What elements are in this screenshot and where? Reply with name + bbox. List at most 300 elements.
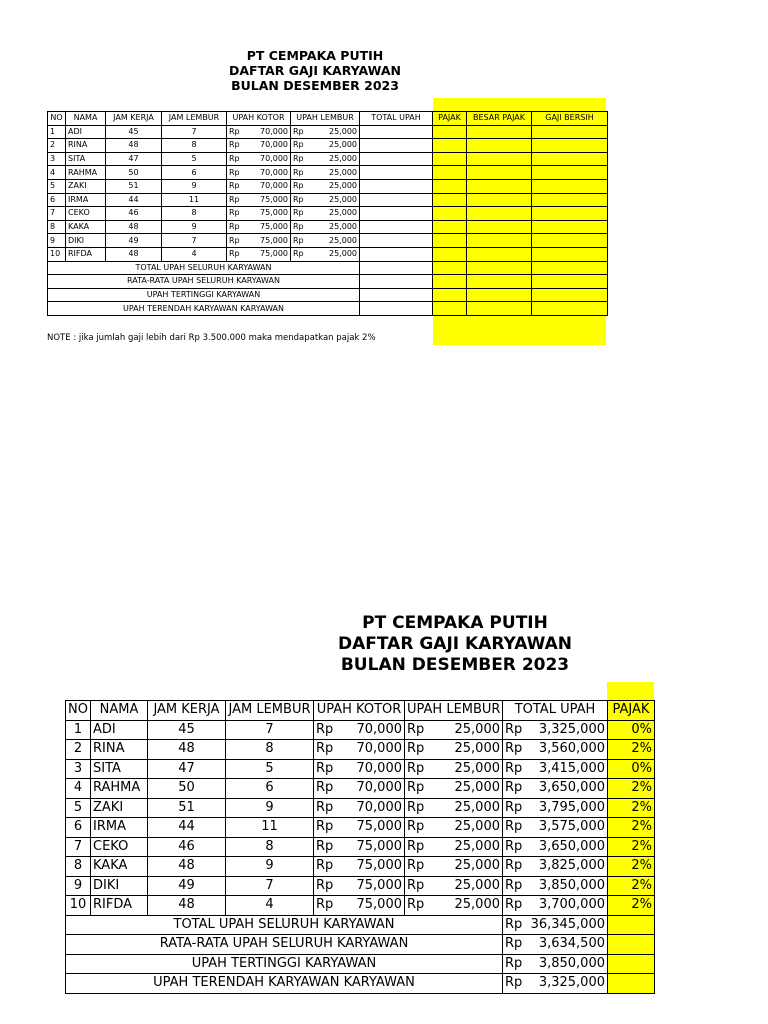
- currency-label: Rp: [293, 126, 304, 136]
- cell-jam-kerja[interactable]: 50: [106, 166, 162, 180]
- cell-total-upah[interactable]: [503, 759, 608, 779]
- cell-upah-lembur[interactable]: [291, 152, 360, 166]
- sheet2-header-row: [66, 701, 655, 721]
- cell-no[interactable]: 3: [48, 152, 66, 166]
- cell-jam-lembur[interactable]: 8: [226, 837, 314, 857]
- cell-upah-kotor[interactable]: [227, 139, 291, 153]
- cell-gaji-bersih[interactable]: [532, 179, 608, 193]
- cell-jam-lembur[interactable]: 9: [162, 179, 227, 193]
- cell-nama[interactable]: DIKI: [66, 234, 106, 248]
- cell-jam-kerja[interactable]: 45: [106, 125, 162, 139]
- cell-upah-kotor[interactable]: [227, 193, 291, 207]
- cell-upah-kotor[interactable]: [227, 152, 291, 166]
- cell-besar-pajak[interactable]: [467, 247, 532, 261]
- cell-total-upah[interactable]: [360, 193, 433, 207]
- cell-gaji-bersih[interactable]: [532, 261, 608, 275]
- cell-upah-lembur[interactable]: [291, 220, 360, 234]
- currency-label: Rp: [229, 194, 240, 204]
- cell-nama[interactable]: DIKI: [91, 876, 148, 896]
- cell-upah-lembur-value: 25,000: [454, 780, 500, 796]
- cell-total-upah[interactable]: [360, 234, 433, 248]
- cell-jam-kerja[interactable]: 47: [106, 152, 162, 166]
- currency-label: Rp: [229, 208, 240, 218]
- cell-upah-kotor[interactable]: [314, 837, 405, 857]
- cell-jam-lembur[interactable]: 6: [162, 166, 227, 180]
- cell-upah-lembur-value: 25,000: [454, 760, 500, 776]
- cell-upah-kotor-value: 75,000: [260, 249, 288, 259]
- cell-total-upah[interactable]: [503, 896, 608, 916]
- header-total-upah: TOTAL UPAH: [360, 112, 433, 126]
- cell-pajak[interactable]: 0%: [608, 759, 655, 779]
- summary-label[interactable]: UPAH TERENDAH KARYAWAN KARYAWAN: [48, 302, 360, 316]
- sheet1-salary-table: [47, 111, 608, 316]
- summary-value[interactable]: [360, 288, 433, 302]
- cell-jam-kerja[interactable]: 46: [148, 837, 226, 857]
- cell-jam-lembur[interactable]: 8: [162, 207, 227, 221]
- cell-no[interactable]: 4: [48, 166, 66, 180]
- cell-jam-kerja[interactable]: 48: [148, 740, 226, 760]
- cell-upah-lembur-value: 25,000: [454, 799, 500, 815]
- currency-label: Rp: [407, 741, 425, 757]
- cell-besar-pajak[interactable]: [467, 139, 532, 153]
- cell-upah-lembur[interactable]: [405, 837, 503, 857]
- cell-upah-kotor[interactable]: [314, 857, 405, 877]
- cell-pajak[interactable]: [433, 261, 467, 275]
- cell-upah-lembur[interactable]: [291, 125, 360, 139]
- cell-pajak[interactable]: [433, 152, 467, 166]
- cell-no[interactable]: 8: [48, 220, 66, 234]
- cell-upah-lembur[interactable]: [405, 798, 503, 818]
- cell-pajak[interactable]: [433, 247, 467, 261]
- cell-pajak[interactable]: 2%: [608, 857, 655, 877]
- cell-pajak[interactable]: [608, 954, 655, 974]
- cell-total-upah[interactable]: [503, 857, 608, 877]
- cell-total-upah-value: 3,825,000: [538, 858, 605, 874]
- cell-total-upah[interactable]: [503, 818, 608, 838]
- cell-upah-kotor[interactable]: [227, 179, 291, 193]
- cell-upah-kotor[interactable]: [227, 220, 291, 234]
- cell-upah-lembur[interactable]: [405, 857, 503, 877]
- cell-total-upah[interactable]: [503, 720, 608, 740]
- cell-jam-lembur[interactable]: 6: [226, 779, 314, 799]
- cell-upah-kotor[interactable]: [314, 818, 405, 838]
- cell-jam-kerja[interactable]: 49: [148, 876, 226, 896]
- cell-pajak[interactable]: [433, 179, 467, 193]
- cell-no[interactable]: 1: [66, 720, 91, 740]
- cell-no[interactable]: 3: [66, 759, 91, 779]
- cell-upah-kotor-value: 70,000: [356, 721, 402, 737]
- company-name: PT CEMPAKA PUTIH: [246, 48, 384, 63]
- cell-pajak[interactable]: [608, 935, 655, 955]
- cell-pajak[interactable]: [433, 275, 467, 289]
- cell-pajak[interactable]: 2%: [608, 818, 655, 838]
- table-row: [48, 207, 608, 221]
- table-row: [48, 179, 608, 193]
- currency-label: Rp: [316, 760, 334, 776]
- cell-total-upah-value: 3,650,000: [538, 838, 605, 854]
- cell-pajak[interactable]: [433, 207, 467, 221]
- table-row: [66, 798, 655, 818]
- cell-gaji-bersih[interactable]: [532, 207, 608, 221]
- cell-jam-kerja[interactable]: 48: [106, 139, 162, 153]
- cell-upah-kotor[interactable]: [314, 896, 405, 916]
- currency-label: Rp: [407, 858, 425, 874]
- currency-label: Rp: [293, 194, 304, 204]
- cell-nama[interactable]: KAKA: [91, 857, 148, 877]
- cell-besar-pajak[interactable]: [467, 166, 532, 180]
- currency-label: Rp: [316, 877, 334, 893]
- cell-total-upah-value: 3,850,000: [538, 877, 605, 893]
- summary-label[interactable]: TOTAL UPAH SELURUH KARYAWAN: [66, 915, 503, 935]
- cell-nama[interactable]: IRMA: [66, 193, 106, 207]
- cell-jam-kerja[interactable]: 50: [148, 779, 226, 799]
- header-nama: NAMA: [66, 112, 106, 126]
- cell-nama[interactable]: CEKO: [66, 207, 106, 221]
- cell-pajak[interactable]: [433, 125, 467, 139]
- cell-jam-lembur[interactable]: 7: [162, 125, 227, 139]
- cell-upah-kotor[interactable]: [227, 207, 291, 221]
- cell-upah-kotor-value: 70,000: [356, 741, 402, 757]
- cell-no[interactable]: 6: [48, 193, 66, 207]
- cell-no[interactable]: 8: [66, 857, 91, 877]
- cell-no[interactable]: 6: [66, 818, 91, 838]
- cell-jam-lembur[interactable]: 7: [226, 876, 314, 896]
- cell-besar-pajak[interactable]: [467, 152, 532, 166]
- cell-besar-pajak[interactable]: [467, 207, 532, 221]
- cell-total-upah[interactable]: [360, 166, 433, 180]
- document-subtitle: DAFTAR GAJI KARYAWAN: [228, 63, 401, 78]
- cell-besar-pajak[interactable]: [467, 193, 532, 207]
- cell-jam-kerja[interactable]: 46: [106, 207, 162, 221]
- cell-pajak[interactable]: [608, 915, 655, 935]
- cell-jam-lembur[interactable]: 11: [226, 818, 314, 838]
- currency-label: Rp: [505, 838, 523, 854]
- cell-pajak[interactable]: 2%: [608, 779, 655, 799]
- cell-upah-lembur[interactable]: [405, 759, 503, 779]
- cell-jam-kerja[interactable]: 51: [106, 179, 162, 193]
- cell-pajak[interactable]: [433, 193, 467, 207]
- summary-label[interactable]: RATA-RATA UPAH SELURUH KARYAWAN: [48, 275, 360, 289]
- summary-value-value: 36,345,000: [530, 916, 605, 932]
- cell-jam-lembur[interactable]: 9: [162, 220, 227, 234]
- cell-gaji-bersih[interactable]: [532, 247, 608, 261]
- cell-total-upah[interactable]: [503, 876, 608, 896]
- cell-no[interactable]: 1: [48, 125, 66, 139]
- cell-upah-lembur[interactable]: [291, 193, 360, 207]
- cell-upah-lembur[interactable]: [291, 234, 360, 248]
- cell-jam-kerja[interactable]: 48: [148, 857, 226, 877]
- cell-total-upah-value: 3,325,000: [538, 721, 605, 737]
- table-row: [66, 857, 655, 877]
- cell-upah-kotor-value: 70,000: [356, 780, 402, 796]
- cell-pajak[interactable]: [433, 166, 467, 180]
- currency-label: Rp: [229, 249, 240, 259]
- cell-jam-kerja[interactable]: 49: [106, 234, 162, 248]
- cell-pajak[interactable]: [433, 139, 467, 153]
- cell-pajak[interactable]: [433, 288, 467, 302]
- cell-no[interactable]: 10: [66, 896, 91, 916]
- currency-label: Rp: [229, 167, 240, 177]
- currency-label: Rp: [293, 222, 304, 232]
- cell-upah-lembur[interactable]: [405, 818, 503, 838]
- cell-gaji-bersih[interactable]: [532, 152, 608, 166]
- currency-label: Rp: [407, 877, 425, 893]
- cell-upah-lembur-value: 25,000: [329, 208, 357, 218]
- cell-besar-pajak[interactable]: [467, 125, 532, 139]
- sheet1-title: [200, 48, 430, 93]
- cell-upah-lembur[interactable]: [405, 876, 503, 896]
- cell-upah-kotor[interactable]: [314, 759, 405, 779]
- cell-no[interactable]: 5: [66, 798, 91, 818]
- cell-jam-lembur[interactable]: 5: [226, 759, 314, 779]
- header-no: NO: [48, 112, 66, 126]
- cell-nama[interactable]: RINA: [91, 740, 148, 760]
- cell-upah-kotor[interactable]: [314, 876, 405, 896]
- summary-label[interactable]: UPAH TERENDAH KARYAWAN KARYAWAN: [66, 974, 503, 994]
- cell-upah-kotor[interactable]: [314, 798, 405, 818]
- cell-upah-kotor[interactable]: [227, 247, 291, 261]
- cell-nama[interactable]: KAKA: [66, 220, 106, 234]
- cell-pajak[interactable]: 2%: [608, 896, 655, 916]
- cell-total-upah[interactable]: [503, 798, 608, 818]
- currency-label: Rp: [229, 181, 240, 191]
- sheet2-salary-table: [65, 700, 655, 994]
- summary-label[interactable]: RATA-RATA UPAH SELURUH KARYAWAN: [66, 935, 503, 955]
- cell-jam-kerja[interactable]: 44: [106, 193, 162, 207]
- cell-jam-lembur[interactable]: 11: [162, 193, 227, 207]
- cell-total-upah[interactable]: [360, 125, 433, 139]
- currency-label: Rp: [229, 154, 240, 164]
- cell-jam-lembur[interactable]: 4: [162, 247, 227, 261]
- summary-label[interactable]: UPAH TERTINGGI KARYAWAN: [48, 288, 360, 302]
- cell-no[interactable]: 5: [48, 179, 66, 193]
- cell-jam-kerja[interactable]: 44: [148, 818, 226, 838]
- cell-total-upah-value: 3,415,000: [538, 760, 605, 776]
- cell-jam-kerja[interactable]: 48: [106, 247, 162, 261]
- cell-pajak[interactable]: [608, 974, 655, 994]
- cell-jam-kerja[interactable]: 51: [148, 798, 226, 818]
- cell-besar-pajak[interactable]: [467, 179, 532, 193]
- cell-nama[interactable]: IRMA: [91, 818, 148, 838]
- cell-upah-kotor-value: 75,000: [260, 222, 288, 232]
- cell-upah-kotor[interactable]: [227, 234, 291, 248]
- currency-label: Rp: [407, 819, 425, 835]
- currency-label: Rp: [229, 235, 240, 245]
- document-subtitle: DAFTAR GAJI KARYAWAN: [338, 634, 572, 654]
- currency-label: Rp: [316, 897, 334, 913]
- cell-gaji-bersih[interactable]: [532, 193, 608, 207]
- cell-no[interactable]: 2: [48, 139, 66, 153]
- cell-jam-lembur[interactable]: 7: [162, 234, 227, 248]
- cell-total-upah[interactable]: [503, 779, 608, 799]
- cell-gaji-bersih[interactable]: [532, 139, 608, 153]
- cell-besar-pajak[interactable]: [467, 288, 532, 302]
- cell-upah-kotor[interactable]: [314, 779, 405, 799]
- cell-upah-lembur-value: 25,000: [454, 721, 500, 737]
- cell-nama[interactable]: RAHMA: [66, 166, 106, 180]
- cell-pajak[interactable]: 0%: [608, 720, 655, 740]
- cell-no[interactable]: 7: [66, 837, 91, 857]
- cell-no[interactable]: 10: [48, 247, 66, 261]
- document-period: BULAN DESEMBER 2023: [340, 655, 570, 675]
- header-upah-lembur: UPAH LEMBUR: [405, 701, 503, 721]
- cell-total-upah[interactable]: [503, 740, 608, 760]
- header-no: NO: [66, 701, 91, 721]
- currency-label: Rp: [293, 140, 304, 150]
- cell-gaji-bersih[interactable]: [532, 275, 608, 289]
- cell-gaji-bersih[interactable]: [532, 288, 608, 302]
- cell-upah-kotor[interactable]: [227, 125, 291, 139]
- cell-jam-kerja[interactable]: 48: [148, 896, 226, 916]
- cell-jam-lembur[interactable]: 8: [226, 740, 314, 760]
- cell-jam-kerja[interactable]: 48: [106, 220, 162, 234]
- cell-upah-kotor[interactable]: [227, 166, 291, 180]
- cell-pajak[interactable]: [433, 302, 467, 316]
- cell-upah-lembur[interactable]: [291, 179, 360, 193]
- table-row: [48, 166, 608, 180]
- cell-upah-lembur[interactable]: [291, 166, 360, 180]
- summary-row: [66, 935, 655, 955]
- currency-label: Rp: [407, 760, 425, 776]
- cell-jam-lembur[interactable]: 5: [162, 152, 227, 166]
- cell-jam-lembur[interactable]: 8: [162, 139, 227, 153]
- currency-label: Rp: [505, 799, 523, 815]
- cell-nama[interactable]: RINA: [66, 139, 106, 153]
- summary-value[interactable]: [503, 974, 608, 994]
- summary-value[interactable]: [360, 261, 433, 275]
- cell-total-upah[interactable]: [360, 139, 433, 153]
- cell-total-upah-value: 3,560,000: [538, 741, 605, 757]
- cell-upah-kotor[interactable]: [314, 720, 405, 740]
- cell-jam-lembur[interactable]: 9: [226, 857, 314, 877]
- cell-besar-pajak[interactable]: [467, 220, 532, 234]
- cell-nama[interactable]: SITA: [66, 152, 106, 166]
- cell-total-upah-value: 3,575,000: [538, 819, 605, 835]
- summary-label[interactable]: TOTAL UPAH SELURUH KARYAWAN: [48, 261, 360, 275]
- cell-total-upah[interactable]: [360, 152, 433, 166]
- cell-upah-lembur[interactable]: [405, 740, 503, 760]
- summary-row: [48, 261, 608, 275]
- summary-value[interactable]: [503, 935, 608, 955]
- cell-upah-lembur-value: 25,000: [454, 858, 500, 874]
- table-row: [66, 896, 655, 916]
- cell-upah-lembur-value: 25,000: [454, 897, 500, 913]
- summary-value[interactable]: [503, 915, 608, 935]
- cell-pajak[interactable]: 2%: [608, 876, 655, 896]
- currency-label: Rp: [505, 858, 523, 874]
- cell-nama[interactable]: RAHMA: [91, 779, 148, 799]
- cell-gaji-bersih[interactable]: [532, 220, 608, 234]
- cell-nama[interactable]: ADI: [66, 125, 106, 139]
- cell-nama[interactable]: RIFDA: [66, 247, 106, 261]
- cell-nama[interactable]: CEKO: [91, 837, 148, 857]
- cell-upah-lembur-value: 25,000: [329, 222, 357, 232]
- summary-row: [48, 288, 608, 302]
- cell-pajak[interactable]: 2%: [608, 837, 655, 857]
- currency-label: Rp: [505, 897, 523, 913]
- cell-nama[interactable]: RIFDA: [91, 896, 148, 916]
- cell-nama[interactable]: ZAKI: [66, 179, 106, 193]
- cell-jam-lembur[interactable]: 7: [226, 720, 314, 740]
- cell-upah-kotor-value: 70,000: [260, 181, 288, 191]
- cell-jam-lembur[interactable]: 4: [226, 896, 314, 916]
- summary-value[interactable]: [360, 302, 433, 316]
- currency-label: Rp: [505, 721, 523, 737]
- cell-nama[interactable]: SITA: [91, 759, 148, 779]
- cell-gaji-bersih[interactable]: [532, 166, 608, 180]
- currency-label: Rp: [505, 819, 523, 835]
- table-row: [66, 759, 655, 779]
- cell-no[interactable]: 4: [66, 779, 91, 799]
- currency-label: Rp: [407, 721, 425, 737]
- cell-no[interactable]: 9: [48, 234, 66, 248]
- cell-jam-lembur[interactable]: 9: [226, 798, 314, 818]
- currency-label: Rp: [229, 222, 240, 232]
- currency-label: Rp: [293, 249, 304, 259]
- currency-label: Rp: [316, 819, 334, 835]
- cell-jam-kerja[interactable]: 45: [148, 720, 226, 740]
- cell-upah-kotor-value: 75,000: [356, 858, 402, 874]
- cell-upah-kotor-value: 70,000: [356, 760, 402, 776]
- cell-pajak[interactable]: 2%: [608, 798, 655, 818]
- cell-upah-kotor-value: 75,000: [356, 819, 402, 835]
- table-row: [48, 125, 608, 139]
- cell-besar-pajak[interactable]: [467, 234, 532, 248]
- cell-total-upah-value: 3,795,000: [538, 799, 605, 815]
- cell-upah-lembur-value: 25,000: [329, 154, 357, 164]
- cell-upah-lembur[interactable]: [291, 247, 360, 261]
- cell-pajak[interactable]: 2%: [608, 740, 655, 760]
- cell-total-upah[interactable]: [360, 179, 433, 193]
- cell-besar-pajak[interactable]: [467, 275, 532, 289]
- cell-total-upah[interactable]: [360, 220, 433, 234]
- cell-gaji-bersih[interactable]: [532, 302, 608, 316]
- cell-pajak[interactable]: [433, 220, 467, 234]
- cell-gaji-bersih[interactable]: [532, 234, 608, 248]
- cell-nama[interactable]: ADI: [91, 720, 148, 740]
- cell-upah-lembur-value: 25,000: [329, 167, 357, 177]
- cell-total-upah[interactable]: [360, 207, 433, 221]
- cell-total-upah[interactable]: [360, 247, 433, 261]
- summary-value[interactable]: [360, 275, 433, 289]
- currency-label: Rp: [505, 877, 523, 893]
- currency-label: Rp: [293, 235, 304, 245]
- cell-gaji-bersih[interactable]: [532, 125, 608, 139]
- cell-upah-lembur[interactable]: [291, 207, 360, 221]
- cell-upah-lembur[interactable]: [291, 139, 360, 153]
- cell-upah-kotor[interactable]: [314, 740, 405, 760]
- cell-no[interactable]: 2: [66, 740, 91, 760]
- cell-total-upah[interactable]: [503, 837, 608, 857]
- cell-jam-kerja[interactable]: 47: [148, 759, 226, 779]
- cell-no[interactable]: 7: [48, 207, 66, 221]
- cell-nama[interactable]: ZAKI: [91, 798, 148, 818]
- cell-upah-lembur[interactable]: [405, 896, 503, 916]
- summary-label[interactable]: UPAH TERTINGGI KARYAWAN: [66, 954, 503, 974]
- summary-value[interactable]: [503, 954, 608, 974]
- cell-upah-lembur[interactable]: [405, 720, 503, 740]
- header-total-upah: TOTAL UPAH: [503, 701, 608, 721]
- currency-label: Rp: [293, 208, 304, 218]
- table-row: [48, 220, 608, 234]
- cell-besar-pajak[interactable]: [467, 261, 532, 275]
- cell-upah-lembur-value: 25,000: [454, 741, 500, 757]
- cell-besar-pajak[interactable]: [467, 302, 532, 316]
- cell-upah-lembur[interactable]: [405, 779, 503, 799]
- cell-upah-kotor-value: 75,000: [260, 235, 288, 245]
- cell-pajak[interactable]: [433, 234, 467, 248]
- cell-no[interactable]: 9: [66, 876, 91, 896]
